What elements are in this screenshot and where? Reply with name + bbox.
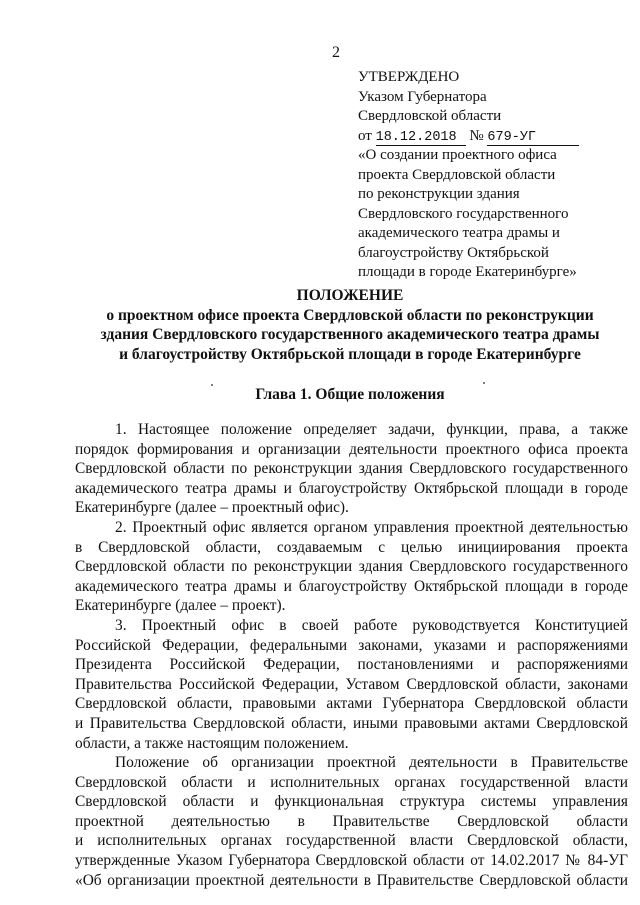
document-subtitle-line: и благоустройству Октябрьской площади в городе Екатеринбурге [119,345,581,363]
paragraph-3 [75,616,628,753]
chapter-title: Глава 1. Общие положения [255,386,445,403]
text-line: Свердловской области, правовыми актами Губернатора Свердловской области [75,695,628,713]
text-line: Правительства Российской Федерации, Уставом Свердловской области, законами [75,675,628,693]
approval-date-line [358,127,628,147]
decree-title-line: площади в городе Екатеринбурге» [358,264,577,280]
approval-heading: УТВЕРЖДЕНО [358,69,460,85]
text-line: академического театра драмы и благоустройству Октябрьской площади в городе [75,479,628,497]
text-line: Свердловской области по реконструкции здания Свердловского государственного [75,460,628,478]
decree-title-line: благоустройству Октябрьской [358,244,549,261]
text-line: Свердловской области и исполнительных органах государственной власти [75,773,628,791]
text-line: проектной деятельностью в Правительстве Свердловской области [75,812,628,830]
text-line: Екатеринбурге (далее – проект). [75,597,286,615]
date-prefix: от [358,127,372,144]
text-line: и Правительства Свердловской области, иными правовыми актами Свердловской [75,714,628,732]
text-line: 2. Проектный офис является органом управления проектной деятельностью [115,518,628,536]
approval-stamp [358,68,628,283]
scan-speck [483,382,485,384]
decree-number: 679-УГ [487,130,579,146]
text-line: «Об организации проектной деятельности в Правительстве Свердловской области [75,871,628,889]
text-line: утвержденные Указом Губернатора Свердловской области от 14.02.2017 № 84-УГ [75,852,628,870]
paragraph-2 [75,518,628,616]
text-line: Свердловской области по реконструкции здания Свердловского государственного [75,558,628,576]
text-line: области, а также настоящим положением. [75,734,349,752]
text-line: Свердловской области и функциональная структура системы управления [75,793,628,811]
document-heading: ПОЛОЖЕНИЕ [296,287,404,304]
text-line: академического театра драмы и благоустройству Октябрьской площади в городе [75,577,628,595]
page-number: 2 [332,44,340,61]
decree-title-line: «О создании проектного офиса [358,147,557,163]
decree-title-line: Свердловского государственного [358,205,569,222]
number-prefix: № [469,127,484,144]
decree-title-line: проекта Свердловской области [358,166,556,183]
text-line: порядок формирования и организации деятельности проектного офиса проекта [75,440,628,458]
text-line: Екатеринбурге (далее – проектный офис). [75,499,349,517]
text-line: 3. Проектный офис в своей работе руководствуется Конституцией [115,616,628,634]
decree-title-line: академического театра драмы и [358,225,560,241]
decree-title-line: по реконструкции здания [358,186,520,202]
document-subtitle-line: о проектном офисе проекта Свердловской области по реконструкции [106,306,594,324]
approval-line-1: Указом Губернатора [358,88,487,105]
document-body [75,420,628,890]
text-line: в Свердловской области, создаваемым с целью инициирования проекта [75,538,628,556]
document-title [70,286,630,364]
approval-line-2: Свердловской области [358,108,502,124]
paragraph-4 [75,753,628,890]
paragraph-1 [75,420,628,518]
text-line: 1. Настоящее положение определяет задачи, функции, права, а также [115,421,628,438]
decree-date: 18.12.2018 [376,130,466,146]
document-subtitle-line: здания Свердловского государственного академического театра драмы [100,326,600,343]
text-line: и исполнительных органах государственной власти Свердловской области, [75,832,628,850]
text-line: Положение об организации проектной деятельности в Правительстве [115,754,628,772]
text-line: Российской Федерации, федеральными законами, указами и распоряжениями [75,636,628,654]
text-line: Президента Российской Федерации, постановлениями и распоряжениями [75,656,628,674]
